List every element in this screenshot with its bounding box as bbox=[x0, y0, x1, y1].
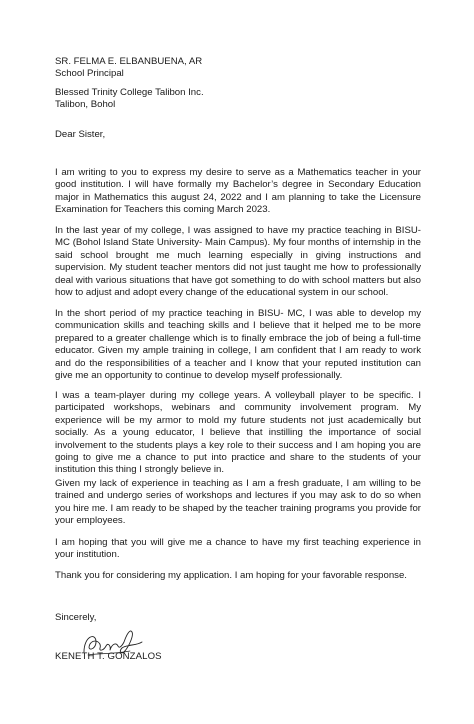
school-name: Blessed Trinity College Talibon Inc. bbox=[55, 87, 204, 98]
recipient-position: School Principal bbox=[55, 68, 124, 80]
salutation: Dear Sister, bbox=[55, 129, 106, 140]
body-paragraph-3: In the short period of my practice teaching in BISU- MC, I was able to develop my communication skills and teaching skills and I believe that it helped me to be more prepared to a greater challenge which is to finally embrace the job of being a full-time educator. Given my ample training in college, I am confident that I am ready to work and do the responsibilities of a teacher and I know that your reputed institution can give me an opportunity to continue to develop myself professionally. bbox=[55, 308, 421, 382]
body-paragraph-7: Thank you for considering my application. I am hoping for your favorable response. bbox=[55, 570, 407, 581]
body-paragraph-5: Given my lack of experience in teaching as I am a fresh graduate, I am willing to be trained and undergo series of workshops and lectures if you may ask to do so when you hire me. I am ready to be shaped by the teacher training programs you provide for your employees. bbox=[55, 478, 421, 527]
body-paragraph-1: I am writing to you to express my desire to serve as a Mathematics teacher in your good institution. I will have formally my Bachelor’s degree in Secondary Education major in Mathematics this august 24, 2022 and I am planning to take the Licensure Examination for Teachers this coming March 2023. bbox=[55, 167, 421, 216]
signatory-name: KENETH T. GONZALOS bbox=[55, 651, 162, 662]
recipient-name: SR. FELMA E. ELBANBUENA, AR bbox=[55, 56, 203, 67]
closing: Sincerely, bbox=[55, 612, 97, 623]
body-paragraph-4: I was a team-player during my college years. A volleyball player to be specific. I participated workshops, webinars and community involvement program. My experience will be my armor to mold my future students not just academically but socially. As a young educator, I believe that instilling the importance of social involvement to the students plays a key role to their success and I am hoping you are going to give me a chance to put into practice and share to the students of your institution this thing I strongly believe in. bbox=[55, 390, 421, 476]
recipient-block bbox=[55, 56, 421, 81]
body-paragraph-2: In the last year of my college, I was assigned to have my practice teaching in BISU-MC (Bohol Island State University- Main Campus). My four months of internship in the said school brought me much learning especially in giving instructions and supervision. My student teacher mentors did not just taught me how to professionally deal with various situations that have got something to do with school matters but also how to adjust and adopt every change of the educational system in our school. bbox=[55, 225, 421, 299]
body-paragraph-6: I am hoping that you will give me a chance to have my first teaching experience in your institution. bbox=[55, 537, 421, 561]
school-location: Talibon, Bohol bbox=[55, 99, 116, 111]
school-address-block bbox=[55, 87, 421, 112]
